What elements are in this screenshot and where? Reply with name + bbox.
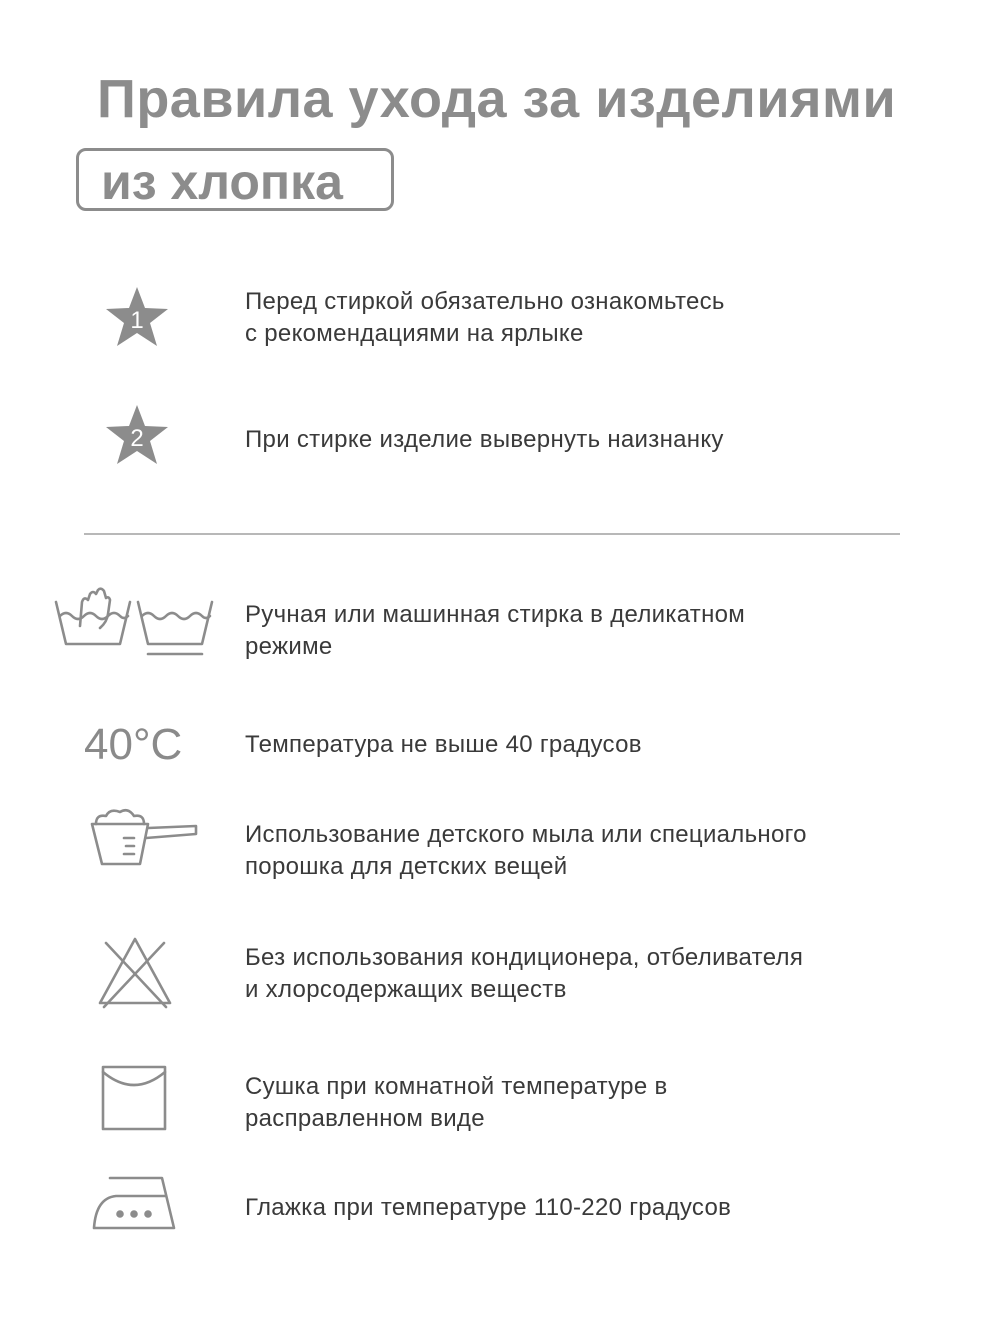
svg-text:2: 2	[130, 425, 144, 452]
divider	[84, 533, 900, 535]
temperature-label: 40°C	[84, 720, 183, 769]
subtitle-box	[76, 148, 394, 211]
page-subtitle: из хлопка	[101, 154, 343, 210]
page-title: Правила ухода за изделиями	[97, 69, 897, 129]
star-2-icon	[104, 403, 170, 474]
hand-wash-icon	[52, 586, 214, 665]
ironing-text: Глажка при температуре 110-220 градусов	[245, 1194, 732, 1221]
step-2-text: При стирке изделие вывернуть наизнанку	[245, 426, 724, 453]
star-1-icon	[104, 285, 170, 356]
flat-dry-icon	[100, 1064, 168, 1137]
svg-text:1: 1	[130, 307, 144, 334]
detergent-scoop-icon	[88, 808, 200, 875]
step-1-text: Перед стиркой обязательно ознакомьтесь с рекомендациями на ярлыке	[245, 288, 725, 347]
detergent-text: Использование детского мыла или специального порошка для детских вещей	[245, 821, 807, 880]
no-bleach-text: Без использования кондиционера, отбеливателя и хлорсодержащих веществ	[245, 944, 804, 1003]
flat-dry-text: Сушка при комнатной температуре в расправленном виде	[245, 1073, 668, 1132]
no-bleach-icon	[96, 935, 174, 1016]
temperature-text: Температура не выше 40 градусов	[245, 731, 642, 758]
wash-mode-text: Ручная или машинная стирка в деликатном режиме	[245, 601, 746, 660]
iron-icon	[90, 1174, 180, 1237]
